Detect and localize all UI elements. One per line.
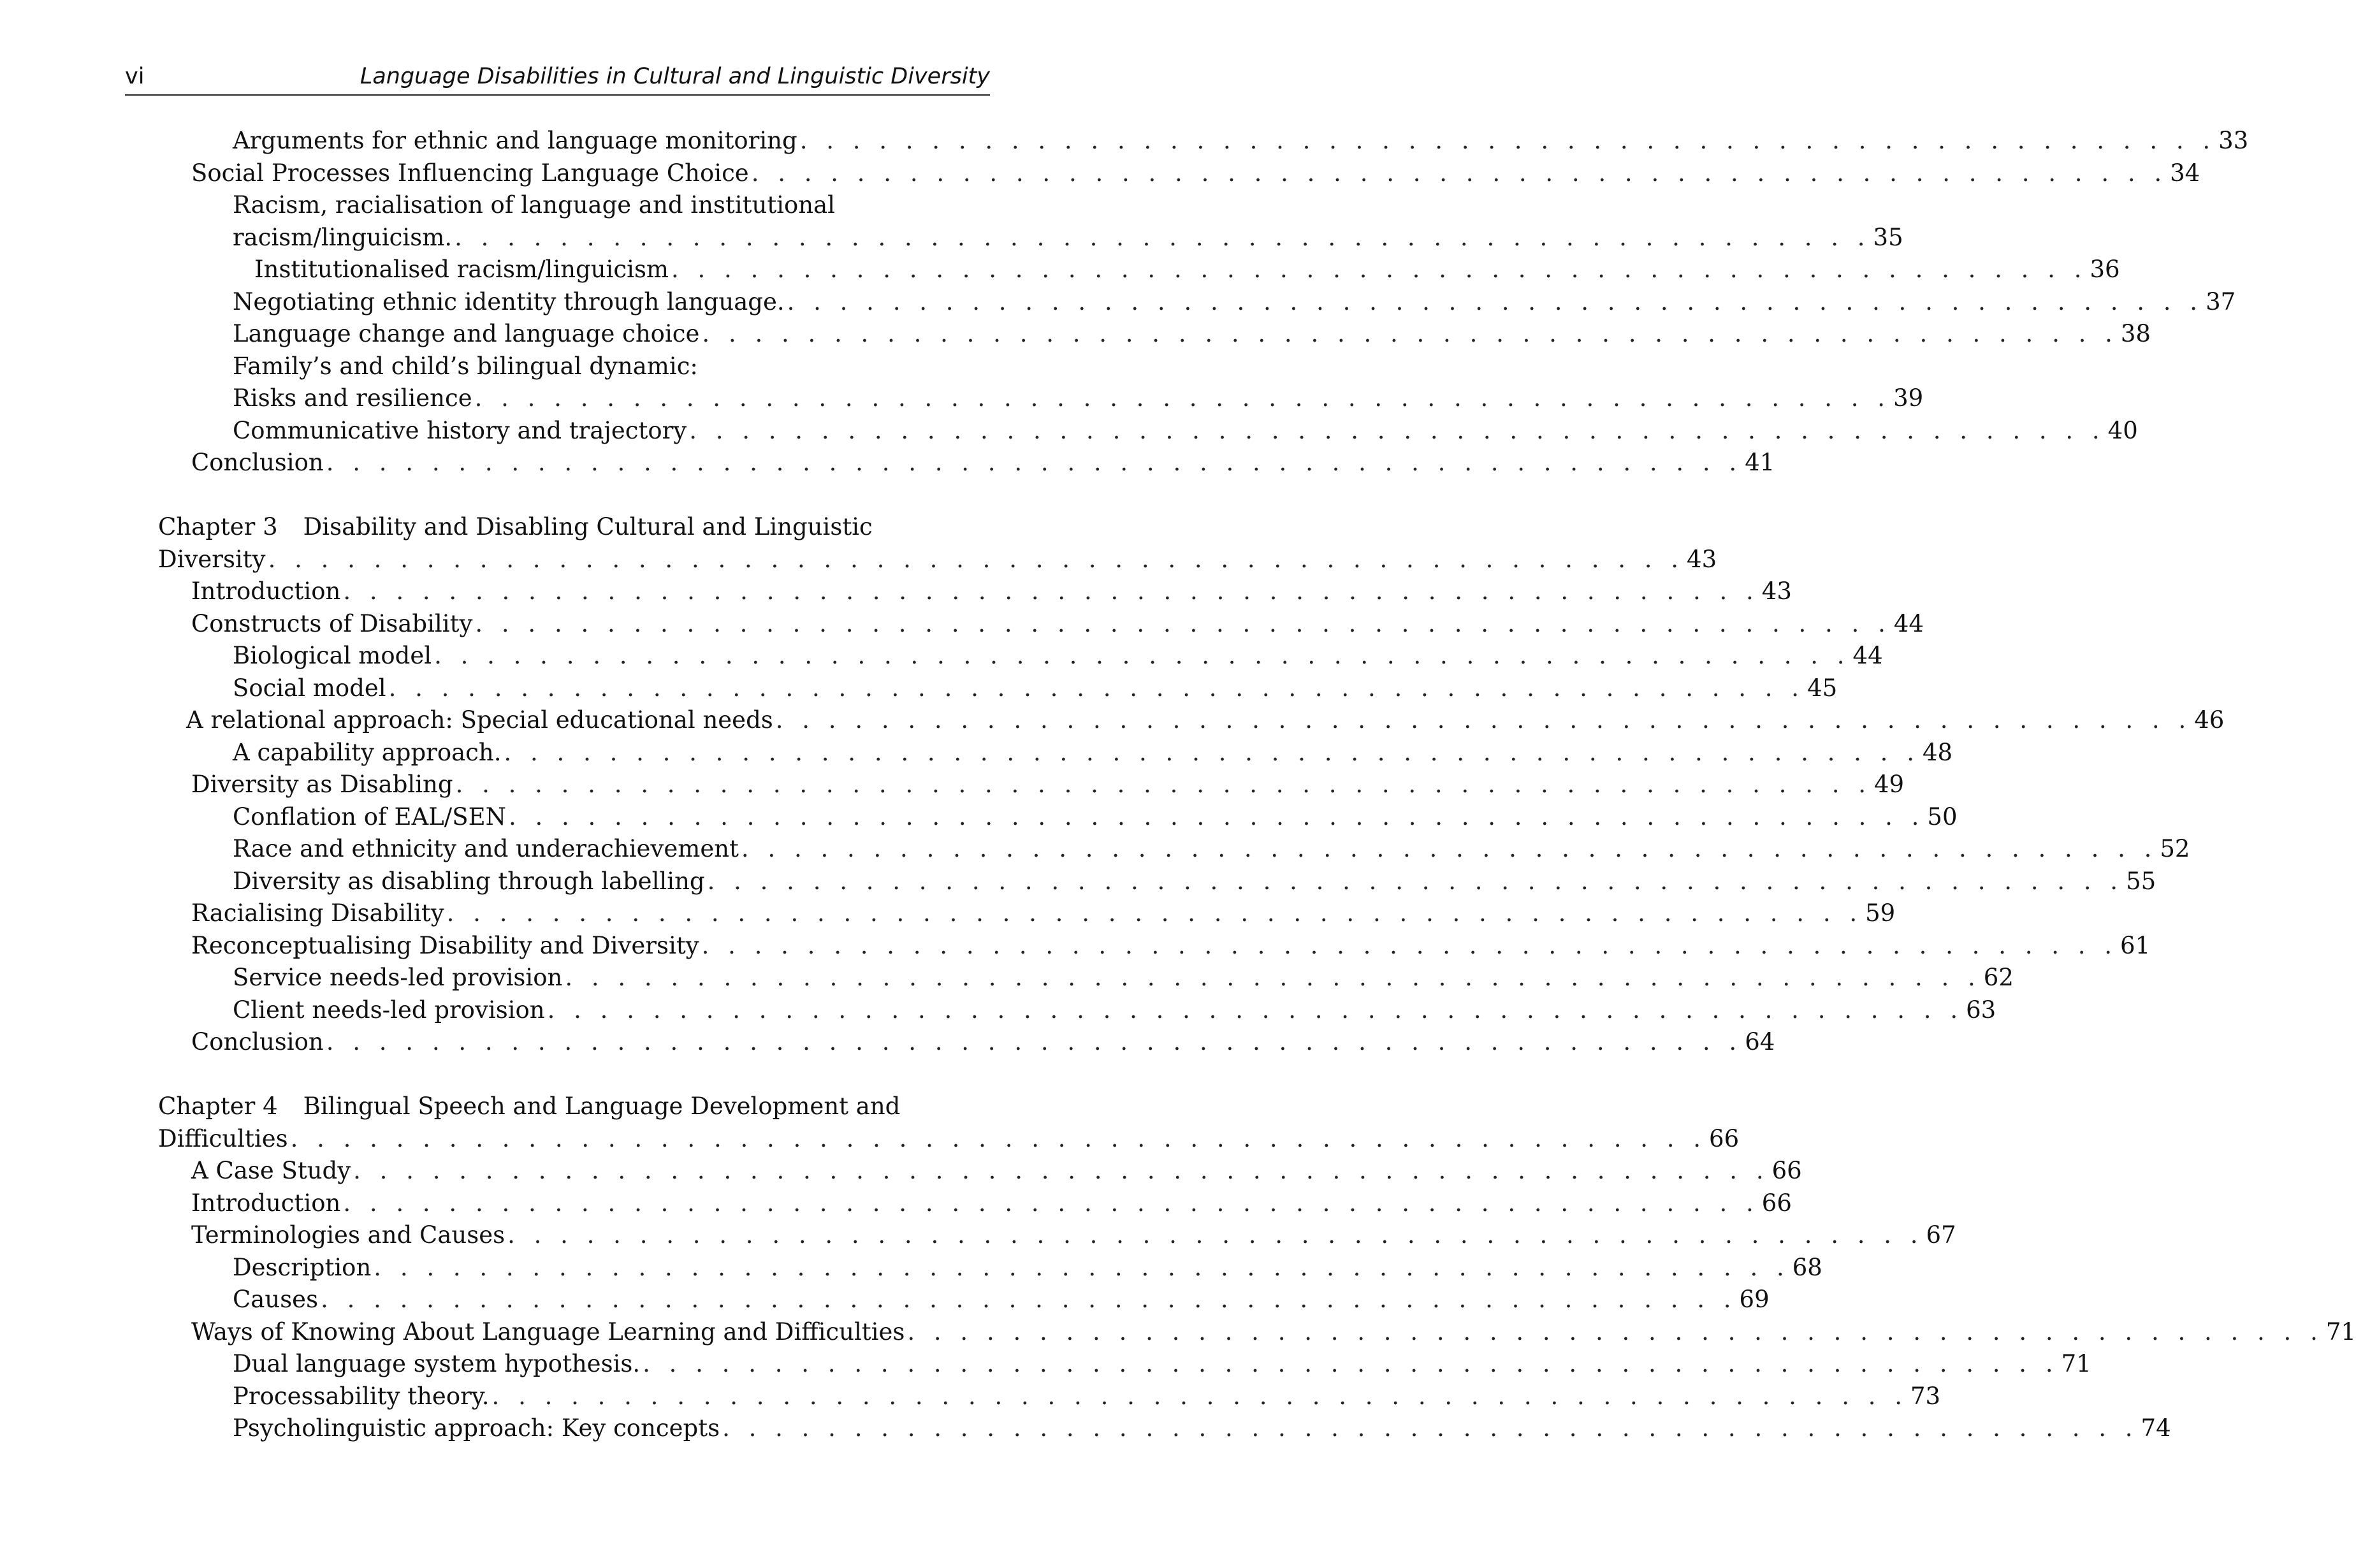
toc-entry: [158, 189, 990, 222]
toc-entry-page: 63: [1966, 996, 1996, 1024]
toc-entry-title: Risks and resilience: [233, 384, 472, 412]
toc-entry: [158, 801, 1958, 834]
toc-entry-page: 73: [1910, 1382, 1941, 1410]
toc-entry-page: 71: [2061, 1350, 2091, 1377]
toc-entry-page: 67: [1926, 1221, 1956, 1249]
toc-entry-page: 61: [2120, 931, 2151, 959]
toc-entry-page: 74: [2141, 1414, 2171, 1442]
toc-entry-title: Service needs-led provision: [233, 964, 563, 991]
toc-entry: [158, 576, 1792, 608]
table-of-contents: [158, 125, 2356, 1445]
toc-entry: [158, 897, 1896, 930]
toc-entry-title: Dual language system hypothesis.: [233, 1350, 641, 1377]
toc-entry: [158, 125, 2249, 157]
toc-entry-title: Diversity as disabling through labelling: [233, 867, 705, 895]
toc-entry-title: Biological model: [233, 642, 432, 669]
toc-entry-title: Arguments for ethnic and language monitoring: [233, 127, 797, 154]
toc-entry: [158, 1252, 1822, 1284]
toc-entry-title: Social Processes Influencing Language Choice: [191, 159, 749, 187]
toc-entry-title: Psycholinguistic approach: Key concepts: [233, 1414, 720, 1442]
toc-entry-page: 52: [2160, 835, 2190, 862]
toc-entry-page: 48: [1922, 738, 1953, 766]
toc-entry: [158, 1348, 2091, 1381]
dot-leader: . . . . . . . . . . . . . . . . . . . . . . . . . . . . . . . . . . . . . . . . . . . . . . . . . . . . . .: [689, 416, 2105, 444]
dot-leader: . . . . . . . . . . . . . . . . . . . . . . . . . . . . . . . . . . . . . . . . . . . . . . . . . . . . . .: [343, 1189, 1759, 1217]
dot-leader: . . . . . . . . . . . . . . . . . . . . . . . . . . . . . . . . . . . . . . . . . . . . . . . . . . . . . .: [388, 674, 1805, 702]
toc-entry-page: 69: [1739, 1286, 1770, 1313]
toc-entry-title: A capability approach.: [233, 738, 502, 766]
toc-entry-page: 68: [1792, 1253, 1822, 1281]
dot-leader: . . . . . . . . . . . . . . . . . . . . . . . . . . . . . . . . . . . . . . . . . . . . . . . . . . . . . .: [707, 867, 2124, 895]
toc-entry-title: Conclusion: [191, 449, 324, 476]
toc-entry: [158, 318, 2151, 351]
toc-entry: [158, 930, 2151, 962]
dot-leader: . . . . . . . . . . . . . . . . . . . . . . . . . . . . . . . . . . . . . . . . . . . . . . . . . . . . . .: [643, 1350, 2059, 1377]
toc-entry-page: 34: [2170, 159, 2200, 187]
dot-leader: . . . . . . . . . . . . . . . . . . . . . . . . . . . . . . . . . . . . . . . . . . . . . . . . . . . . . .: [353, 1157, 1770, 1184]
toc-entry: [158, 994, 1996, 1027]
chapter-title: Bilingual Speech and Language Development and: [303, 1093, 901, 1120]
dot-leader: . . . . . . . . . . . . . . . . . . . . . . . . . . . . . . . . . . . . . . . . . . . . . . . . . . . . . .: [474, 384, 1891, 412]
dot-leader: . . . . . . . . . . . . . . . . . . . . . . . . . . . . . . . . . . . . . . . . . . . . . . . . . . . . . .: [321, 1286, 1737, 1313]
running-header: [125, 62, 990, 96]
toc-entry-title: A relational approach: Special educational needs: [186, 706, 773, 734]
toc-entry: [158, 382, 1924, 415]
dot-leader: . . . . . . . . . . . . . . . . . . . . . . . . . . . . . . . . . . . . . . . . . . . . . . . . . . . . . .: [491, 1382, 1908, 1410]
toc-entry-title: Communicative history and trajectory: [233, 416, 687, 444]
dot-leader: . . . . . . . . . . . . . . . . . . . . . . . . . . . . . . . . . . . . . . . . . . . . . . . . . . . . . .: [741, 835, 2158, 862]
toc-entry-title: Introduction: [191, 1189, 341, 1217]
dot-leader: . . . . . . . . . . . . . . . . . . . . . . . . . . . . . . . . . . . . . . . . . . . . . . . . . . . . . .: [326, 1028, 1743, 1056]
toc-entry: [158, 351, 990, 383]
toc-entry-title: Terminologies and Causes: [191, 1221, 505, 1249]
toc-entry-title: Language change and language choice: [233, 320, 700, 347]
toc-entry-page: 64: [1745, 1028, 1775, 1056]
toc-entry-title: Constructs of Disability: [191, 609, 473, 637]
toc-entry: [158, 1284, 1770, 1316]
dot-leader: . . . . . . . . . . . . . . . . . . . . . . . . . . . . . . . . . . . . . . . . . . . . . . . . . . . . . .: [268, 545, 1685, 573]
dot-leader: . . . . . . . . . . . . . . . . . . . . . . . . . . . . . . . . . . . . . . . . . . . . . . . . . . . . . .: [326, 449, 1743, 476]
toc-entry: [158, 608, 1924, 641]
toc-entry-title: Introduction: [191, 577, 341, 605]
toc-entry: [158, 833, 2190, 866]
toc-entry: [158, 769, 1905, 801]
toc-entry-title: Processability theory.: [233, 1382, 490, 1410]
dot-leader: . . . . . . . . . . . . . . . . . . . . . . . . . . . . . . . . . . . . . . . . . . . . . . . . . . . . . .: [290, 1124, 1707, 1152]
toc-entry-title: Race and ethnicity and underachievement: [233, 835, 739, 862]
toc-entry-title: Negotiating ethnic identity through language.: [233, 287, 785, 316]
chapter-heading: [158, 511, 990, 544]
spacer: [158, 1059, 990, 1091]
toc-entry-page: 40: [2107, 416, 2138, 444]
toc-entry-title: Diversity as Disabling: [191, 771, 453, 798]
toc-entry: [158, 1123, 1740, 1156]
toc-entry: [158, 640, 1883, 672]
toc-entry-page: 66: [1761, 1189, 1792, 1217]
toc-entry-title: Description: [233, 1253, 372, 1281]
toc-entry-page: 66: [1709, 1124, 1740, 1152]
toc-entry: [158, 254, 2120, 286]
toc-entry: [158, 737, 1953, 769]
dot-leader: . . . . . . . . . . . . . . . . . . . . . . . . . . . . . . . . . . . . . . . . . . . . . . . . . . . . . .: [671, 256, 2088, 283]
toc-entry: [158, 672, 1838, 705]
toc-entry: [158, 1187, 1792, 1220]
toc-entry-title: Conflation of EAL/SEN: [233, 802, 506, 831]
dot-leader: . . . . . . . . . . . . . . . . . . . . . . . . . . . . . . . . . . . . . . . . . . . . . . . . . . . . . .: [454, 223, 1871, 251]
toc-entry-title: Client needs-led provision: [233, 996, 545, 1024]
toc-entry-page: 44: [1893, 609, 1924, 637]
toc-entry: [158, 544, 1717, 576]
dot-leader: . . . . . . . . . . . . . . . . . . . . . . . . . . . . . . . . . . . . . . . . . . . . . . . . . . . . . .: [374, 1253, 1790, 1281]
toc-entry-page: 36: [2090, 256, 2120, 283]
toc-entry: [158, 1026, 1775, 1059]
toc-entry-title: Family’s and child’s bilingual dynamic:: [233, 352, 698, 380]
toc-entry-page: 62: [1983, 964, 2014, 991]
toc-entry-page: 59: [1865, 899, 1896, 927]
dot-leader: . . . . . . . . . . . . . . . . . . . . . . . . . . . . . . . . . . . . . . . . . . . . . . . . . . . . . .: [446, 899, 1863, 927]
dot-leader: . . . . . . . . . . . . . . . . . . . . . . . . . . . . . . . . . . . . . . . . . . . . . . . . . . . . . .: [547, 996, 1964, 1024]
toc-entry-page: 66: [1771, 1157, 1802, 1184]
toc-entry-page: 38: [2120, 320, 2151, 347]
toc-entry-page: 45: [1807, 674, 1838, 702]
toc-entry: [158, 447, 1775, 479]
toc-entry-title: racism/linguicism.: [233, 223, 453, 251]
dot-leader: . . . . . . . . . . . . . . . . . . . . . . . . . . . . . . . . . . . . . . . . . . . . . . . . . . . . . .: [507, 1221, 1924, 1249]
dot-leader: . . . . . . . . . . . . . . . . . . . . . . . . . . . . . . . . . . . . . . . . . . . . . . . . . . . . . .: [475, 609, 1891, 637]
toc-entry-page: 39: [1893, 384, 1924, 412]
chapter-label: Chapter 3: [158, 513, 278, 541]
chapter-title: Disability and Disabling Cultural and Linguistic: [303, 513, 873, 541]
toc-entry: [158, 1155, 1802, 1187]
toc-entry-page: 55: [2126, 867, 2156, 895]
toc-entry-page: 37: [2206, 287, 2236, 316]
toc-entry-title: Racialising Disability: [191, 899, 444, 927]
toc-entry-page: 35: [1873, 223, 1903, 251]
running-title: Language Disabilities in Cultural and Linguistic Diversity: [360, 64, 990, 89]
toc-entry-title: Conclusion: [191, 1028, 324, 1056]
toc-entry: [158, 962, 2014, 994]
toc-entry-page: 44: [1852, 642, 1883, 669]
toc-entry-title: Institutionalised racism/linguicism: [254, 256, 669, 283]
toc-entry-page: 41: [1745, 449, 1775, 476]
toc-entry-page: 43: [1687, 545, 1717, 573]
chapter-label: Chapter 4: [158, 1093, 278, 1120]
dot-leader: . . . . . . . . . . . . . . . . . . . . . . . . . . . . . . . . . . . . . . . . . . . . . . . . . . . . . .: [907, 1318, 2323, 1346]
toc-entry: [158, 1381, 1941, 1413]
toc-entry-title: Reconceptualising Disability and Diversity: [191, 931, 699, 959]
dot-leader: . . . . . . . . . . . . . . . . . . . . . . . . . . . . . . . . . . . . . . . . . . . . . . . . . . . . . .: [702, 320, 2118, 347]
dot-leader: . . . . . . . . . . . . . . . . . . . . . . . . . . . . . . . . . . . . . . . . . . . . . . . . . . . . . .: [799, 127, 2216, 154]
dot-leader: . . . . . . . . . . . . . . . . . . . . . . . . . . . . . . . . . . . . . . . . . . . . . . . . . . . . . .: [508, 802, 1925, 831]
toc-entry: [158, 1316, 2356, 1349]
dot-leader: . . . . . . . . . . . . . . . . . . . . . . . . . . . . . . . . . . . . . . . . . . . . . . . . . . . . . .: [787, 287, 2204, 316]
spacer: [158, 479, 990, 512]
dot-leader: . . . . . . . . . . . . . . . . . . . . . . . . . . . . . . . . . . . . . . . . . . . . . . . . . . . . . .: [775, 706, 2192, 734]
toc-entry-page: 71: [2325, 1318, 2356, 1346]
toc-entry-page: 49: [1874, 771, 1905, 798]
dot-leader: . . . . . . . . . . . . . . . . . . . . . . . . . . . . . . . . . . . . . . . . . . . . . . . . . . . . . .: [343, 577, 1759, 605]
dot-leader: . . . . . . . . . . . . . . . . . . . . . . . . . . . . . . . . . . . . . . . . . . . . . . . . . . . . . .: [701, 931, 2118, 959]
chapter-heading: [158, 1091, 990, 1123]
toc-entry-page: 50: [1927, 802, 1958, 831]
dot-leader: . . . . . . . . . . . . . . . . . . . . . . . . . . . . . . . . . . . . . . . . . . . . . . . . . . . . . .: [751, 159, 2168, 187]
toc-entry-page: 43: [1761, 577, 1792, 605]
toc-entry: [158, 157, 2200, 190]
dot-leader: . . . . . . . . . . . . . . . . . . . . . . . . . . . . . . . . . . . . . . . . . . . . . . . . . . . . . .: [565, 964, 1981, 991]
toc-entry-title: A Case Study: [191, 1157, 351, 1184]
toc-entry: [158, 1219, 1956, 1252]
toc-entry-title: Social model: [233, 674, 386, 702]
toc-entry-title: Racism, racialisation of language and institutional: [233, 191, 836, 219]
dot-leader: . . . . . . . . . . . . . . . . . . . . . . . . . . . . . . . . . . . . . . . . . . . . . . . . . . . . . .: [434, 642, 1851, 669]
toc-entry-page: 46: [2194, 706, 2225, 734]
toc-entry-title: Difficulties: [158, 1124, 288, 1152]
toc-entry-page: 33: [2218, 127, 2249, 154]
toc-entry: [158, 415, 2138, 447]
toc-entry: [158, 704, 2225, 737]
toc-entry-title: Diversity: [158, 545, 266, 573]
toc-entry: [158, 1412, 2171, 1445]
toc-entry: [158, 286, 2236, 319]
dot-leader: . . . . . . . . . . . . . . . . . . . . . . . . . . . . . . . . . . . . . . . . . . . . . . . . . . . . . .: [504, 738, 1920, 766]
toc-entry-title: Causes: [233, 1286, 319, 1313]
toc-entry-title: Ways of Knowing About Language Learning and Difficulties: [191, 1318, 905, 1346]
dot-leader: . . . . . . . . . . . . . . . . . . . . . . . . . . . . . . . . . . . . . . . . . . . . . . . . . . . . . .: [722, 1414, 2139, 1442]
page-number: vi: [125, 64, 145, 89]
dot-leader: . . . . . . . . . . . . . . . . . . . . . . . . . . . . . . . . . . . . . . . . . . . . . . . . . . . . . .: [455, 771, 1872, 798]
toc-entry: [158, 222, 1903, 254]
toc-entry: [158, 866, 2156, 898]
